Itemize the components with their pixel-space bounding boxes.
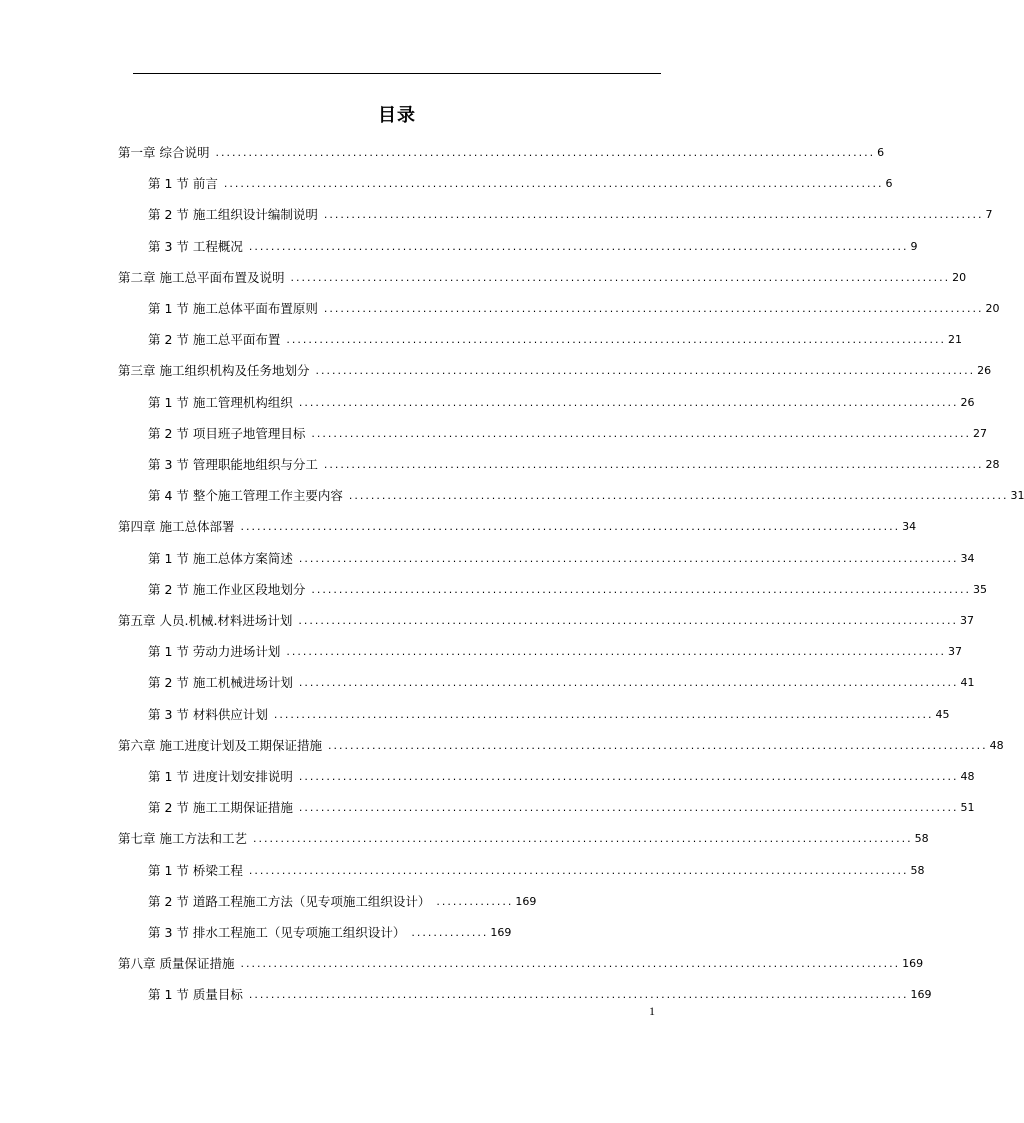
header-rule xyxy=(133,73,661,74)
toc-dot-leader: ........................................................................................................................ xyxy=(298,395,959,409)
toc-section-entry[interactable] xyxy=(148,890,686,914)
toc-chapter-entry[interactable] xyxy=(118,827,929,851)
toc-dot-leader: ........................................................................................................................ xyxy=(248,863,909,877)
toc-section-entry[interactable] xyxy=(148,422,987,446)
toc-dot-leader: ........................................................................................................................ xyxy=(215,146,876,159)
toc-section-entry[interactable] xyxy=(148,640,962,664)
toc-page-number: 169 xyxy=(910,988,932,1002)
toc-dot-leader: ........................................................................................................................ xyxy=(252,832,913,846)
toc-entry-title: 第 1 节 劳动力进场计划 xyxy=(148,644,281,660)
toc-page-number: 48 xyxy=(960,770,975,783)
toc-page-number: 21 xyxy=(947,333,962,347)
toc-page-number: 6 xyxy=(877,146,885,159)
toc-page-number: 26 xyxy=(977,364,992,378)
toc-entry-title: 第 2 节 施工工期保证措施 xyxy=(148,800,293,816)
toc-dot-leader: ........................................................................................................................ xyxy=(298,770,959,783)
toc-section-entry[interactable] xyxy=(148,703,950,727)
toc-chapter-entry[interactable] xyxy=(118,266,967,290)
toc-entry-title: 第 1 节 施工总体方案简述 xyxy=(148,550,293,566)
toc-dot-leader: ........................................................................................................................ xyxy=(323,208,984,222)
toc-page-number: 28 xyxy=(985,458,1000,471)
toc-page-number: 35 xyxy=(972,582,987,596)
toc-section-entry[interactable] xyxy=(148,453,1000,477)
toc-dot-leader: ........................................................................................................................ xyxy=(327,738,988,752)
toc-dot-leader: ........................................................................................................................ xyxy=(248,239,909,253)
toc-dot-leader: ........................................................................................................................ xyxy=(273,707,934,721)
toc-page-number: 7 xyxy=(985,208,993,222)
toc-section-entry[interactable] xyxy=(148,297,1000,321)
toc-entry-title: 第 3 节 工程概况 xyxy=(148,238,243,254)
toc-dot-leader: .............. xyxy=(436,894,514,908)
toc-page-number: 20 xyxy=(952,270,967,284)
toc-section-entry[interactable] xyxy=(148,671,975,695)
toc-page-number: 48 xyxy=(989,738,1004,752)
toc-entry-title: 第 2 节 道路工程施工方法（见专项施工组织设计） xyxy=(148,893,431,909)
toc-entry-title: 第 2 节 施工总平面布置 xyxy=(148,332,281,348)
toc-section-entry[interactable] xyxy=(148,921,686,945)
toc-entry-title: 第 2 节 施工组织设计编制说明 xyxy=(148,207,318,223)
toc-dot-leader: .............. xyxy=(411,926,489,939)
toc-entry-title: 第 2 节 项目班子地管理目标 xyxy=(148,425,306,441)
toc-entry-title: 第 1 节 前言 xyxy=(148,176,218,192)
page-title: 目录 xyxy=(378,105,416,126)
toc-dot-leader: ........................................................................................................................ xyxy=(290,270,951,284)
toc-chapter-entry[interactable] xyxy=(118,734,1004,758)
toc-dot-leader: ........................................................................................................................ xyxy=(348,489,1009,503)
toc-page-number: 51 xyxy=(960,801,975,815)
toc-page-number: 45 xyxy=(935,707,950,721)
toc-entry-title: 第 1 节 桥梁工程 xyxy=(148,862,243,878)
toc-dot-leader: ........................................................................................................................ xyxy=(240,520,901,534)
toc-chapter-entry[interactable] xyxy=(118,515,917,539)
toc-dot-leader: ........................................................................................................................ xyxy=(286,645,946,659)
toc-page-number: 26 xyxy=(960,395,975,409)
toc-page-number: 31 xyxy=(1010,489,1024,503)
toc-page-number: 41 xyxy=(960,676,975,690)
toc-chapter-entry[interactable] xyxy=(118,609,975,633)
toc-entry-title: 第六章 施工进度计划及工期保证措施 xyxy=(118,737,322,753)
toc-section-entry[interactable] xyxy=(148,484,1024,508)
toc-dot-leader: ........................................................................................................................ xyxy=(298,676,959,690)
toc-section-entry[interactable] xyxy=(148,859,925,883)
toc-entry-title: 第 1 节 质量目标 xyxy=(148,987,243,1003)
toc-entry-title: 第 1 节 施工管理机构组织 xyxy=(148,394,293,410)
toc-dot-leader: ........................................................................................................................ xyxy=(248,988,909,1002)
toc-entry-title: 第一章 综合说明 xyxy=(118,145,210,160)
page-number: 1 xyxy=(649,1004,655,1018)
toc-entry-title: 第七章 施工方法和工艺 xyxy=(118,831,247,847)
toc-entry-title: 第 2 节 施工作业区段地划分 xyxy=(148,581,306,597)
toc-page-number: 169 xyxy=(902,957,924,971)
toc-entry-title: 第 3 节 管理职能地组织与分工 xyxy=(148,457,318,472)
toc-entry-title: 第五章 人员.机械.材料进场计划 xyxy=(118,613,293,628)
toc-entry-title: 第 2 节 施工机械进场计划 xyxy=(148,675,293,691)
toc-entry-title: 第 3 节 排水工程施工（见专项施工组织设计） xyxy=(148,925,406,940)
toc-section-entry[interactable] xyxy=(148,578,987,602)
toc-section-entry[interactable] xyxy=(148,328,962,352)
toc-page-number: 169 xyxy=(490,926,512,939)
toc-section-entry[interactable] xyxy=(148,235,918,259)
toc-entry-title: 第四章 施工总体部署 xyxy=(118,519,235,535)
toc-entry-title: 第 4 节 整个施工管理工作主要内容 xyxy=(148,488,343,504)
toc-dot-leader: ........................................................................................................................ xyxy=(298,801,959,815)
toc-page-number: 6 xyxy=(885,177,893,191)
toc-page-number: 169 xyxy=(515,894,537,908)
toc-page-number: 27 xyxy=(972,426,987,440)
toc-section-entry[interactable] xyxy=(148,983,932,1007)
toc-section-entry[interactable] xyxy=(148,172,893,196)
toc-entry-title: 第 1 节 施工总体平面布置原则 xyxy=(148,301,318,316)
toc-entry-title: 第三章 施工组织机构及任务地划分 xyxy=(118,363,310,379)
toc-section-entry[interactable] xyxy=(148,203,993,227)
toc-dot-leader: ........................................................................................................................ xyxy=(311,426,971,440)
toc-chapter-entry[interactable] xyxy=(118,141,885,165)
toc-page-number: 34 xyxy=(960,551,975,565)
toc-entry-title: 第 3 节 材料供应计划 xyxy=(148,706,268,722)
toc-entry-title: 第 1 节 进度计划安排说明 xyxy=(148,769,293,784)
toc-section-entry[interactable] xyxy=(148,796,975,820)
toc-page-number: 37 xyxy=(960,614,975,627)
toc-dot-leader: ........................................................................................................................ xyxy=(298,551,959,565)
toc-dot-leader: ........................................................................................................................ xyxy=(315,364,976,378)
toc-page-number: 9 xyxy=(910,239,918,253)
toc-dot-leader: ........................................................................................................................ xyxy=(311,582,971,596)
toc-dot-leader: ........................................................................................................................ xyxy=(286,333,946,347)
toc-section-entry[interactable] xyxy=(148,765,975,789)
toc-dot-leader: ........................................................................................................................ xyxy=(323,302,984,315)
toc-page-number: 37 xyxy=(947,645,962,659)
toc-chapter-entry[interactable] xyxy=(118,359,992,383)
toc-entry-title: 第八章 质量保证措施 xyxy=(118,956,235,972)
toc-dot-leader: ........................................................................................................................ xyxy=(323,458,984,471)
toc-page-number: 58 xyxy=(914,832,929,846)
toc-entry-title: 第二章 施工总平面布置及说明 xyxy=(118,269,285,285)
toc-dot-leader: ........................................................................................................................ xyxy=(298,614,959,627)
toc-page-number: 34 xyxy=(902,520,917,534)
toc-section-entry[interactable] xyxy=(148,391,975,415)
toc-page-number: 20 xyxy=(985,302,1000,315)
toc-page-number: 58 xyxy=(910,863,925,877)
toc-dot-leader: ........................................................................................................................ xyxy=(223,177,884,191)
toc-section-entry[interactable] xyxy=(148,547,975,571)
toc-dot-leader: ........................................................................................................................ xyxy=(240,957,901,971)
toc-chapter-entry[interactable] xyxy=(118,952,924,976)
